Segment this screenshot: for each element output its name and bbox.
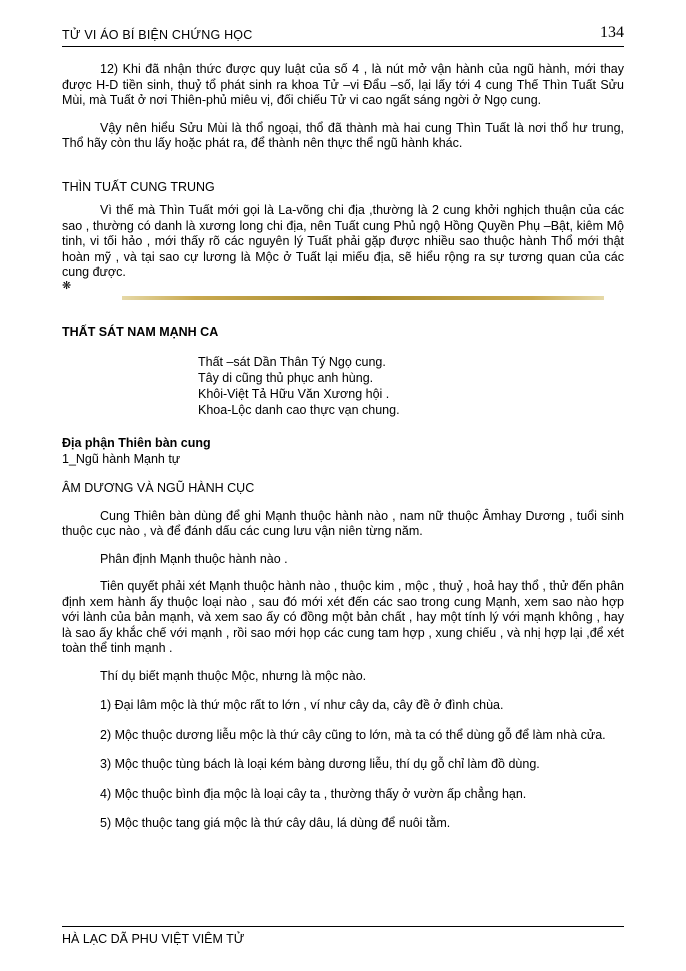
page-header [62, 22, 624, 47]
header-title: TỬ VI ÁO BÍ BIỆN CHỨNG HỌC [62, 28, 253, 42]
footer-text: HÀ LẠC DÃ PHU VIỆT VIÊM TỬ [62, 932, 245, 946]
list-item: 4) Mộc thuộc bình địa mộc là loại cây ta , thường thấy ở vườn ấp chẳng hạn. [100, 786, 527, 801]
paragraph-5: Phân định Mạnh thuộc hành nào . [100, 551, 288, 566]
list-item: 5) Mộc thuộc tang giá mộc là thứ cây dâu, lá dùng để nuôi tằm. [100, 816, 451, 830]
section-heading-that-sat: THẤT SÁT NAM MẠNH CA [62, 324, 219, 339]
paragraph-6: Tiên quyết phải xét Mạnh thuộc hành nào , thuộc kim , mộc , thuỷ , hoả hay thổ , thử đến phân định xem hành ấy thuộc loại nào , sau đó mới xét đến các sao trong cung Mạnh, xem sao nào hợp với lành của bản mạnh, và xem sao ấy có đồng một bản chất , hay một tính lý với mạnh không , hay là sao ấy khắc chế với mạnh , rồi sao mới họp các cung tam hợp , xung chiếu , và nhị hợp lại ,để xét toàn thể tinh mạnh . [62, 579, 624, 655]
poem-line: Thất –sát Dần Thân Tý Ngọ cung. [198, 355, 386, 369]
paragraph-2: Vậy nên hiểu Sửu Mùi là thổ ngoại, thổ đã thành mà hai cung Thìn Tuất là nơi thổ hư trung, Thổ hãy còn thu lấy hoặc phát ra, để thành nên thực thể ngũ hành khác. [62, 120, 624, 150]
section-heading-am-duong: ÂM DƯƠNG VÀ NGŨ HÀNH CỤC [62, 481, 255, 495]
list-item: 3) Mộc thuộc tùng bách là loại kém bàng dương liễu, thí dụ gỗ chỉ làm đồ dùng. [100, 757, 540, 771]
asterisk-ornament: ❋ [62, 279, 72, 292]
paragraph-7: Thí dụ biết mạnh thuộc Mộc, nhưng là mộc nào. [100, 668, 367, 683]
subheading-ngu-hanh: 1_Ngũ hành Mạnh tự [62, 451, 181, 466]
poem-line: Khoa-Lộc danh cao thực vạn chung. [198, 403, 400, 417]
paragraph-3: Vì thế mà Thìn Tuất mới gọi là La-võng chi địa ,thường là 2 cung khởi nghịch thuận của các sao , thường có danh là xương long chi địa, nên Tuất cung Phủ ngộ Hồng Quyền Phụ –Bật, kiêm Mộ tinh, vi tối hảo , mới thấy rõ các nguyên lý Tuất phải gặp được nhiều sao thuộc hành Thổ mới thật hoàn mỹ , và tại sao cự lương là Mộc ở Tuất lại miếu địa, sẽ hiểu rộng ra sự tương quan của các cung được. [62, 203, 624, 279]
paragraph-1: 12) Khi đã nhận thức được quy luật của số 4 , là nút mở vận hành của ngũ hành, mới thay được H-D tiền sinh, thuỷ tổ phát sinh ra khoa Tử –vi Đẩu –số, lại lấy tới 4 cung Thế Thìn Tuất Sửu Mùi, mà Tuất ở nơi Thiên-phủ miêu vị, đối chiếu Tử vi cao ngất sáng ngời ở Ngọ cung. [62, 62, 624, 107]
poem [198, 354, 624, 418]
section-heading-thin-tuat: THÌN TUẤT CUNG TRUNG [62, 179, 215, 194]
subheading-dia-phan: Địa phận Thiên bàn cung [62, 436, 211, 450]
page-number: 134 [600, 24, 624, 41]
poem-line: Khôi-Việt Tả Hữu Văn Xương hội . [198, 387, 390, 401]
poem-line: Tây di cũng thủ phục anh hùng. [198, 371, 374, 385]
list-item: 1) Đại lâm mộc là thứ mộc rất to lớn , ví như cây da, cây đề ở đình chùa. [100, 698, 504, 712]
gold-divider [122, 296, 604, 300]
page-footer [62, 926, 624, 946]
list-item: 2) Mộc thuộc dương liễu mộc là thứ cây cũng to lớn, mà ta có thể dùng gỗ để làm nhà cửa. [100, 727, 606, 742]
page-content [62, 62, 624, 832]
paragraph-4: Cung Thiên bàn dùng để ghi Mạnh thuộc hành nào , nam nữ thuộc Âmhay Dương , tuổi sinh thuộc cục nào , và để đánh dấu các cung lưu vận niên từng năm. [62, 508, 624, 538]
